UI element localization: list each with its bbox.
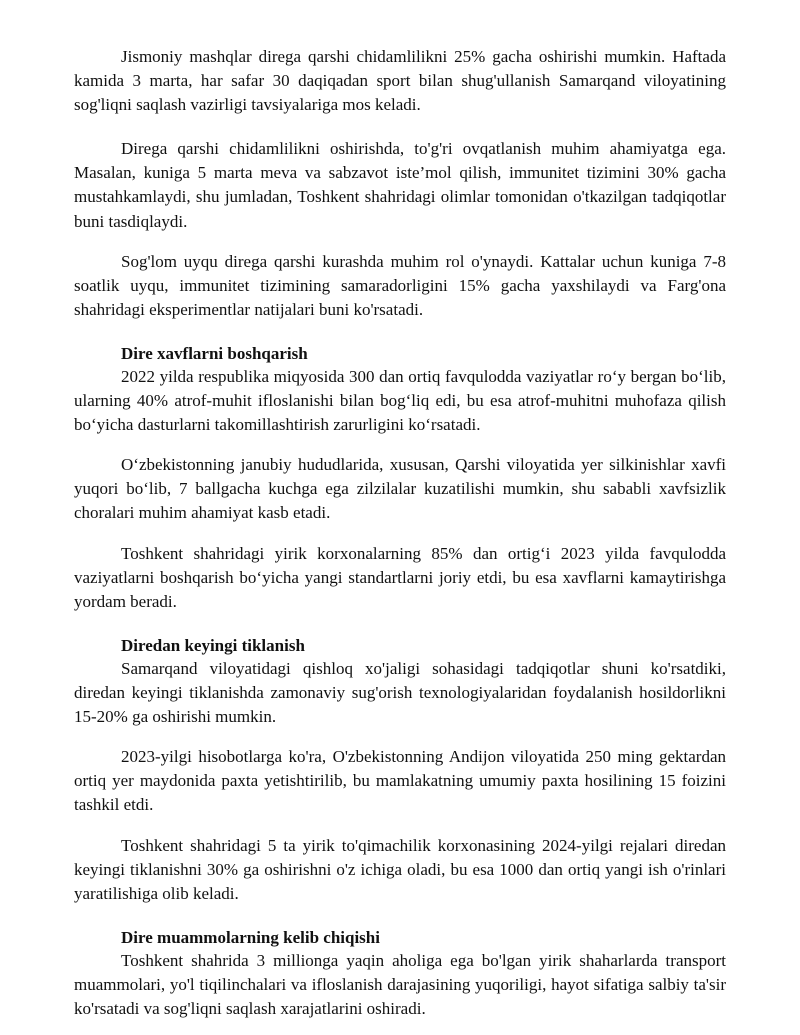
paragraph-emergencies-2022: 2022 yilda respublika miqyosida 300 dan ortiq favqulodda vaziyatlar ro‘y bergan bo‘lib, ularning 40% atrof-muhit ifloslanishi bilan bog‘liq edi, bu esa atrof-muhitni muhofaza qilish bo‘yicha dasturlarni takomillashtirish zarurligini ko‘rsatadi. xyxy=(74,367,726,435)
section-heading-risk-management: Dire xavflarni boshqarish xyxy=(121,344,308,363)
paragraph-transport-problems: Toshkent shahrida 3 millionga yaqin aholiga ega bo'lgan yirik shaharlarda transport muammolari, yo'l tiqilinchalari va ifloslanish darajasining yuqoriligi, hayot sifatiga salbiy ta'sir ko'rsatadi va sog'liqni saqlash xarajatlarini oshiradi. xyxy=(74,951,726,1019)
paragraph-earthquake-risk: O‘zbekistonning janubiy hududlarida, xususan, Qarshi viloyatida yer silkinishlar xavfi yuqori bo‘lib, 7 ballgacha kuchga ega zilzilalar kuzatilishi mumkin, shu sababli xavfsizlik choralari muhim ahamiyat kasb etadi. xyxy=(74,455,726,523)
section-heading-recovery: Diredan keyingi tiklanish xyxy=(121,636,305,655)
paragraph-irrigation: Samarqand viloyatidagi qishloq xo'jaligi sohasidagi tadqiqotlar shuni ko'rsatdiki, diredan keyingi tiklanishda zamonaviy sug'orish texnologiyalaridan foydalanish hosildorlikni 15-20% ga oshirishi mumkin. xyxy=(74,659,726,727)
paragraph-nutrition: Direga qarshi chidamlilikni oshirishda, to'g'ri ovqatlanish muhim ahamiyatga ega. Masalan, kuniga 5 marta meva va sabzavot iste’mol qilish, immunitet tizimini 30% gacha mustahkamlaydi, shu jumladan, Toshkent shahridagi olimlar tomonidan o'tkazilgan tadqiqotlar buni tasdiqlaydi. xyxy=(74,139,726,231)
paragraph-exercise: Jismoniy mashqlar direga qarshi chidamlilikni 25% gacha oshirishi mumkin. Haftada kamida 3 marta, har safar 30 daqiqadan sport bilan shug'ullanish Samarqand viloyatining sog'liqni saqlash vazirligi tavsiyalariga mos keladi. xyxy=(74,47,726,115)
paragraph-sleep: Sog'lom uyqu direga qarshi kurashda muhim rol o'ynaydi. Kattalar uchun kuniga 7-8 soatlik uyqu, immunitet tizimining samaradorligini 15% gacha yaxshilaydi va Farg'ona shahridagi eksperimentlar natijalari buni ko'rsatadi. xyxy=(74,252,726,320)
paragraph-enterprise-standards: Toshkent shahridagi yirik korxonalarning 85% dan ortig‘i 2023 yilda favqulodda vaziyatlarni boshqarish bo‘yicha yangi standartlarni joriy etdi, bu esa xavflarni kamaytirishga yordam beradi. xyxy=(74,544,726,612)
paragraph-cotton-andijan: 2023-yilgi hisobotlarga ko'ra, O'zbekistonning Andijon viloyatida 250 ming gektardan ortiq yer maydonida paxta yetishtirilib, bu mamlakatning umumiy paxta hosilining 15 foizini tashkil etdi. xyxy=(74,747,726,815)
section-heading-origins: Dire muammolarning kelib chiqishi xyxy=(121,928,380,947)
paragraph-textile-plans: Toshkent shahridagi 5 ta yirik to'qimachilik korxonasining 2024-yilgi rejalari diredan keyingi tiklanishni 30% ga oshirishni o'z ichiga oladi, bu esa 1000 dan ortiq yangi ish o'rinlari yaratilishiga olib keladi. xyxy=(74,836,726,904)
